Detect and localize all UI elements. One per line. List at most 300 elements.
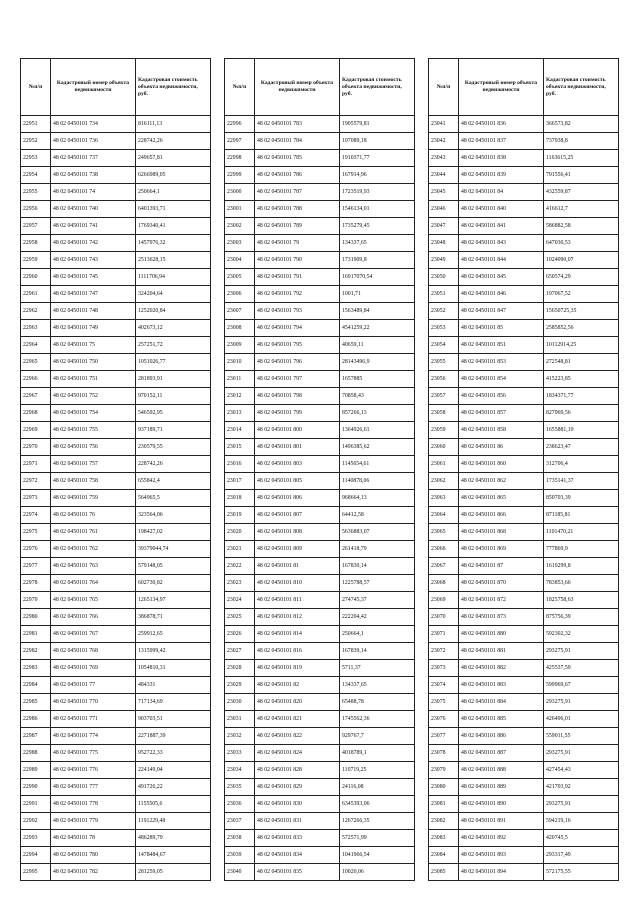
cell-cadastral-number: 48 02 0450101 749 (51, 320, 136, 337)
cell-cadastral-number: 48 02 0450101 840 (459, 201, 544, 218)
cell-cadastral-number: 48 02 0450101 751 (51, 371, 136, 388)
cell-cadastral-cost: 546592,95 (136, 405, 211, 422)
cell-cadastral-number: 48 02 0450101 786 (255, 167, 340, 184)
cell-cadastral-cost: 1825758,63 (544, 592, 619, 609)
cell-cadastral-number: 48 02 0450101 78 (51, 830, 136, 847)
cell-num: 22998 (225, 150, 255, 167)
cell-cadastral-number: 48 02 0450101 777 (51, 779, 136, 796)
cell-cadastral-cost: 579148,05 (136, 558, 211, 575)
cell-num: 22987 (21, 728, 51, 745)
cell-cadastral-cost: 198427,02 (136, 524, 211, 541)
table-row (225, 507, 415, 524)
cell-cadastral-cost: 484331 (136, 677, 211, 694)
cell-cadastral-cost: 134337,65 (340, 235, 415, 252)
cell-cadastral-cost: 1191229,48 (136, 813, 211, 830)
cell-cadastral-cost: 323564,06 (136, 507, 211, 524)
cell-cadastral-cost: 1478484,67 (136, 847, 211, 864)
cell-num: 22993 (21, 830, 51, 847)
cell-cadastral-number: 48 02 0450101 843 (459, 235, 544, 252)
cell-num: 22970 (21, 439, 51, 456)
cell-cadastral-cost: 717134,69 (136, 694, 211, 711)
cell-cadastral-number: 48 02 0450101 783 (255, 116, 340, 133)
cell-num: 23053 (429, 320, 459, 337)
table-row (225, 847, 415, 864)
cell-cadastral-cost: 486289,79 (136, 830, 211, 847)
cell-num: 23075 (429, 694, 459, 711)
cell-cadastral-cost: 1735141,37 (544, 473, 619, 490)
cell-cadastral-cost: 1054810,31 (136, 660, 211, 677)
cell-cadastral-cost: 816111,13 (136, 116, 211, 133)
cell-cadastral-cost: 647030,53 (544, 235, 619, 252)
cell-cadastral-cost: 1111706,94 (136, 269, 211, 286)
cell-cadastral-number: 48 02 0450101 811 (255, 592, 340, 609)
cell-num: 22968 (21, 405, 51, 422)
cell-num: 23041 (429, 116, 459, 133)
cell-cadastral-cost: 40659,11 (340, 337, 415, 354)
table-row (225, 167, 415, 184)
table-row (21, 184, 211, 201)
table-header-row (429, 59, 619, 116)
cell-num: 23020 (225, 524, 255, 541)
cell-cadastral-cost: 1140878,06 (340, 473, 415, 490)
cell-cadastral-number: 48 02 0450101 865 (459, 490, 544, 507)
cell-cadastral-cost: 1265134,97 (136, 592, 211, 609)
cell-cadastral-number: 48 02 0450101 820 (255, 694, 340, 711)
cell-cadastral-number: 48 02 0450101 847 (459, 303, 544, 320)
table-row (429, 745, 619, 762)
cell-num: 23079 (429, 762, 459, 779)
cell-num: 23019 (225, 507, 255, 524)
cell-cadastral-number: 48 02 0450101 854 (459, 371, 544, 388)
cell-cadastral-cost: 1267266,35 (340, 813, 415, 830)
header-num: №п/п (429, 59, 459, 116)
cell-cadastral-cost: 491726,22 (136, 779, 211, 796)
cell-cadastral-cost: 415223,85 (544, 371, 619, 388)
cell-cadastral-number: 48 02 0450101 868 (459, 524, 544, 541)
cell-cadastral-number: 48 02 0450101 807 (255, 507, 340, 524)
cell-num: 22954 (21, 167, 51, 184)
table-row (225, 626, 415, 643)
table-row (225, 150, 415, 167)
cell-cadastral-cost: 259912,65 (136, 626, 211, 643)
table-row (429, 320, 619, 337)
header-cadastral-cost: Кадастровая стоимость объекта недвижимости, руб. (544, 59, 619, 116)
cell-num: 22983 (21, 660, 51, 677)
table-row (429, 388, 619, 405)
table-row (429, 405, 619, 422)
cell-cadastral-number: 48 02 0450101 829 (255, 779, 340, 796)
cell-cadastral-cost: 1655881,19 (544, 422, 619, 439)
cell-num: 23063 (429, 490, 459, 507)
cell-cadastral-number: 48 02 0450101 853 (459, 354, 544, 371)
cell-num: 23045 (429, 184, 459, 201)
cell-cadastral-cost: 599969,67 (544, 677, 619, 694)
cell-cadastral-number: 48 02 0450101 770 (51, 694, 136, 711)
table-row (21, 813, 211, 830)
cell-cadastral-cost: 65488,78 (340, 694, 415, 711)
cell-cadastral-cost: 293275,91 (544, 796, 619, 813)
cell-cadastral-cost: 1735279,45 (340, 218, 415, 235)
cell-num: 23008 (225, 320, 255, 337)
cell-cadastral-number: 48 02 0450101 782 (51, 864, 136, 881)
cell-cadastral-cost: 929767,7 (340, 728, 415, 745)
cell-num: 23070 (429, 609, 459, 626)
table-row (225, 711, 415, 728)
table-row (21, 677, 211, 694)
table-row (429, 337, 619, 354)
table-row (21, 558, 211, 575)
cell-cadastral-cost: 293275,91 (544, 745, 619, 762)
cell-cadastral-number: 48 02 0450101 866 (459, 507, 544, 524)
cell-cadastral-cost: 2585852,56 (544, 320, 619, 337)
cell-num: 23022 (225, 558, 255, 575)
table-row (21, 286, 211, 303)
cell-cadastral-cost: 564965,5 (136, 490, 211, 507)
cell-cadastral-number: 48 02 0450101 79 (255, 235, 340, 252)
cell-cadastral-number: 48 02 0450101 872 (459, 592, 544, 609)
cell-cadastral-number: 48 02 0450101 860 (459, 456, 544, 473)
cell-cadastral-number: 48 02 0450101 886 (459, 728, 544, 745)
cell-cadastral-cost: 427454,43 (544, 762, 619, 779)
cell-cadastral-number: 48 02 0450101 790 (255, 252, 340, 269)
cell-num: 23078 (429, 745, 459, 762)
cell-num: 23014 (225, 422, 255, 439)
cell-cadastral-number: 48 02 0450101 748 (51, 303, 136, 320)
cell-cadastral-cost: 24116,08 (340, 779, 415, 796)
cell-cadastral-number: 48 02 0450101 889 (459, 779, 544, 796)
cell-cadastral-cost: 1163615,25 (544, 150, 619, 167)
cell-cadastral-cost: 875756,39 (544, 609, 619, 626)
cell-num: 23072 (429, 643, 459, 660)
cell-cadastral-number: 48 02 0450101 82 (255, 677, 340, 694)
cell-cadastral-cost: 850703,39 (544, 490, 619, 507)
cell-cadastral-number: 48 02 0450101 74 (51, 184, 136, 201)
table-row (429, 218, 619, 235)
cell-num: 23035 (225, 779, 255, 796)
table-row (225, 524, 415, 541)
cell-num: 23069 (429, 592, 459, 609)
cell-cadastral-number: 48 02 0450101 754 (51, 405, 136, 422)
cell-cadastral-number: 48 02 0450101 736 (51, 133, 136, 150)
cell-cadastral-number: 48 02 0450101 792 (255, 286, 340, 303)
table-row (225, 422, 415, 439)
table-row (429, 524, 619, 541)
cell-num: 23023 (225, 575, 255, 592)
cell-cadastral-number: 48 02 0450101 805 (255, 473, 340, 490)
table-row (429, 184, 619, 201)
table-row (225, 558, 415, 575)
cell-cadastral-cost: 1563489,84 (340, 303, 415, 320)
cell-num: 22996 (225, 116, 255, 133)
table-row (225, 575, 415, 592)
cell-cadastral-cost: 6345393,06 (340, 796, 415, 813)
cell-num: 22990 (21, 779, 51, 796)
cell-cadastral-cost: 6401393,71 (136, 201, 211, 218)
table-row (21, 711, 211, 728)
cell-cadastral-cost: 110719,25 (340, 762, 415, 779)
cell-num: 22988 (21, 745, 51, 762)
table-row (225, 235, 415, 252)
cell-num: 23040 (225, 864, 255, 881)
cell-cadastral-cost: 6266989,05 (136, 167, 211, 184)
table-row (225, 541, 415, 558)
cell-num: 22980 (21, 609, 51, 626)
cell-cadastral-cost: 602730,82 (136, 575, 211, 592)
cell-num: 23081 (429, 796, 459, 813)
table-row (21, 133, 211, 150)
cell-cadastral-number: 48 02 0450101 810 (255, 575, 340, 592)
cell-num: 23074 (429, 677, 459, 694)
cell-cadastral-cost: 402673,12 (136, 320, 211, 337)
table-row (21, 541, 211, 558)
table-row (21, 745, 211, 762)
cell-cadastral-cost: 572571,99 (340, 830, 415, 847)
cell-cadastral-number: 48 02 0450101 755 (51, 422, 136, 439)
cell-cadastral-number: 48 02 0450101 873 (459, 609, 544, 626)
table-row (225, 133, 415, 150)
cell-cadastral-cost: 28143496,9 (340, 354, 415, 371)
cell-cadastral-cost: 64412,58 (340, 507, 415, 524)
cell-num: 23030 (225, 694, 255, 711)
cell-cadastral-number: 48 02 0450101 821 (255, 711, 340, 728)
table-row (21, 864, 211, 881)
cell-cadastral-cost: 1769340,41 (136, 218, 211, 235)
cell-cadastral-cost: 2513628,15 (136, 252, 211, 269)
cell-cadastral-number: 48 02 0450101 831 (255, 813, 340, 830)
cell-num: 22966 (21, 371, 51, 388)
cell-num: 23028 (225, 660, 255, 677)
cell-num: 23012 (225, 388, 255, 405)
cell-cadastral-number: 48 02 0450101 759 (51, 490, 136, 507)
cell-cadastral-number: 48 02 0450101 883 (459, 677, 544, 694)
cell-num: 23085 (429, 864, 459, 881)
table-row (225, 320, 415, 337)
table-row (21, 235, 211, 252)
cell-cadastral-number: 48 02 0450101 845 (459, 269, 544, 286)
cell-cadastral-number: 48 02 0450101 775 (51, 745, 136, 762)
cell-cadastral-cost: 1457976,32 (136, 235, 211, 252)
cell-num: 23048 (429, 235, 459, 252)
cell-cadastral-number: 48 02 0450101 856 (459, 388, 544, 405)
cell-num: 23067 (429, 558, 459, 575)
table-row (225, 337, 415, 354)
table-header-row (21, 59, 211, 116)
table-row (21, 779, 211, 796)
cell-cadastral-cost: 968664,13 (340, 490, 415, 507)
cell-cadastral-cost: 4541259,22 (340, 320, 415, 337)
cell-cadastral-cost: 1252020,84 (136, 303, 211, 320)
cell-cadastral-cost: 1225788,57 (340, 575, 415, 592)
cell-cadastral-cost: 937189,71 (136, 422, 211, 439)
cell-cadastral-cost: 420745,5 (544, 830, 619, 847)
cell-num: 23056 (429, 371, 459, 388)
cell-num: 23082 (429, 813, 459, 830)
cell-cadastral-number: 48 02 0450101 742 (51, 235, 136, 252)
cell-cadastral-cost: 249657,81 (136, 150, 211, 167)
table-row (225, 286, 415, 303)
table-row (429, 269, 619, 286)
table-row (429, 490, 619, 507)
table-row (429, 303, 619, 320)
cell-cadastral-cost: 1315999,42 (136, 643, 211, 660)
cell-cadastral-cost: 827969,56 (544, 405, 619, 422)
cell-cadastral-number: 48 02 0450101 796 (255, 354, 340, 371)
table-row (429, 422, 619, 439)
table-row (429, 711, 619, 728)
cell-cadastral-number: 48 02 0450101 797 (255, 371, 340, 388)
cell-cadastral-cost: 426496,01 (544, 711, 619, 728)
cell-cadastral-number: 48 02 0450101 834 (255, 847, 340, 864)
cell-num: 23044 (429, 167, 459, 184)
cell-cadastral-number: 48 02 0450101 763 (51, 558, 136, 575)
cell-num: 22981 (21, 626, 51, 643)
cell-cadastral-cost: 777869,9 (544, 541, 619, 558)
cell-num: 22999 (225, 167, 255, 184)
cell-cadastral-number: 48 02 0450101 799 (255, 405, 340, 422)
cell-cadastral-cost: 167914,96 (340, 167, 415, 184)
table-row (225, 371, 415, 388)
cell-num: 23068 (429, 575, 459, 592)
cell-cadastral-number: 48 02 0450101 870 (459, 575, 544, 592)
table-row (21, 354, 211, 371)
table-row (429, 847, 619, 864)
cell-num: 23077 (429, 728, 459, 745)
cell-num: 22969 (21, 422, 51, 439)
cell-cadastral-number: 48 02 0450101 869 (459, 541, 544, 558)
cell-num: 23052 (429, 303, 459, 320)
cell-num: 22965 (21, 354, 51, 371)
cell-num: 23018 (225, 490, 255, 507)
cell-cadastral-number: 48 02 0450101 750 (51, 354, 136, 371)
cell-cadastral-cost: 228742,26 (136, 133, 211, 150)
cell-num: 23039 (225, 847, 255, 864)
cell-num: 23064 (429, 507, 459, 524)
table-row (429, 252, 619, 269)
cell-cadastral-cost: 952722,33 (136, 745, 211, 762)
cell-cadastral-cost: 572175,55 (544, 864, 619, 881)
table-row (225, 728, 415, 745)
cell-num: 22960 (21, 269, 51, 286)
table-row (21, 456, 211, 473)
cell-num: 23025 (225, 609, 255, 626)
cell-cadastral-cost: 1051026,77 (136, 354, 211, 371)
cell-num: 22961 (21, 286, 51, 303)
cell-num: 22991 (21, 796, 51, 813)
cell-cadastral-cost: 1145654,61 (340, 456, 415, 473)
table-row (225, 473, 415, 490)
cell-cadastral-cost: 324204,64 (136, 286, 211, 303)
header-cadastral-number: Кадастровый номер объекта недвижимости (255, 59, 340, 116)
cell-cadastral-number: 48 02 0450101 836 (459, 116, 544, 133)
table-row (21, 762, 211, 779)
table-row (429, 167, 619, 184)
cell-cadastral-cost: 1364926,61 (340, 422, 415, 439)
cell-num: 23046 (429, 201, 459, 218)
cell-cadastral-number: 48 02 0450101 809 (255, 541, 340, 558)
cell-cadastral-cost: 857266,13 (340, 405, 415, 422)
table-row (429, 813, 619, 830)
cell-num: 22978 (21, 575, 51, 592)
cell-cadastral-cost: 10112914,25 (544, 337, 619, 354)
table-row (21, 592, 211, 609)
cell-cadastral-number: 48 02 0450101 779 (51, 813, 136, 830)
cell-cadastral-cost: 1041966,54 (340, 847, 415, 864)
cell-cadastral-cost: 16917070,54 (340, 269, 415, 286)
cell-cadastral-cost: 1619299,8 (544, 558, 619, 575)
header-cadastral-cost: Кадастровая стоимость объекта недвижимости, руб. (136, 59, 211, 116)
cell-num: 23015 (225, 439, 255, 456)
table-row (429, 626, 619, 643)
table-row (21, 830, 211, 847)
cell-cadastral-cost: 1910371,77 (340, 150, 415, 167)
table-row (21, 507, 211, 524)
table-row (225, 490, 415, 507)
cell-cadastral-cost: 1001,71 (340, 286, 415, 303)
cell-cadastral-cost: 293317,49 (544, 847, 619, 864)
cell-cadastral-number: 48 02 0450101 734 (51, 116, 136, 133)
cell-cadastral-number: 48 02 0450101 769 (51, 660, 136, 677)
table-row (225, 609, 415, 626)
table-row (21, 473, 211, 490)
cell-num: 23027 (225, 643, 255, 660)
table-row (225, 439, 415, 456)
table-row (21, 303, 211, 320)
cell-cadastral-number: 48 02 0450101 761 (51, 524, 136, 541)
cell-cadastral-number: 48 02 0450101 803 (255, 456, 340, 473)
table-row (429, 660, 619, 677)
cell-cadastral-cost: 1024090,07 (544, 252, 619, 269)
cell-num: 22977 (21, 558, 51, 575)
cell-cadastral-number: 48 02 0450101 887 (459, 745, 544, 762)
table-row (21, 116, 211, 133)
table-row (21, 660, 211, 677)
cell-cadastral-cost: 421703,92 (544, 779, 619, 796)
table-row (21, 490, 211, 507)
cell-cadastral-number: 48 02 0450101 880 (459, 626, 544, 643)
cell-cadastral-number: 48 02 0450101 784 (255, 133, 340, 150)
cell-num: 23071 (429, 626, 459, 643)
cell-cadastral-cost: 1657885 (340, 371, 415, 388)
table-row (429, 201, 619, 218)
cell-num: 22994 (21, 847, 51, 864)
cell-cadastral-number: 48 02 0450101 828 (255, 762, 340, 779)
table-row (429, 575, 619, 592)
header-num: №п/п (225, 59, 255, 116)
cell-num: 23011 (225, 371, 255, 388)
cell-cadastral-cost: 134337,65 (340, 677, 415, 694)
cell-num: 23058 (429, 405, 459, 422)
cell-num: 23021 (225, 541, 255, 558)
table-row (429, 830, 619, 847)
cell-cadastral-number: 48 02 0450101 76 (51, 507, 136, 524)
cell-num: 22958 (21, 235, 51, 252)
table-row (429, 473, 619, 490)
cell-cadastral-number: 48 02 0450101 741 (51, 218, 136, 235)
cell-cadastral-cost: 5711,37 (340, 660, 415, 677)
cell-num: 23031 (225, 711, 255, 728)
table-row (225, 184, 415, 201)
cell-cadastral-cost: 224149,04 (136, 762, 211, 779)
cell-num: 23001 (225, 201, 255, 218)
cell-num: 23047 (429, 218, 459, 235)
table-row (21, 218, 211, 235)
table-row (21, 201, 211, 218)
cell-cadastral-cost: 386878,71 (136, 609, 211, 626)
cell-cadastral-cost: 39379044,74 (136, 541, 211, 558)
cell-cadastral-number: 48 02 0450101 780 (51, 847, 136, 864)
cell-num: 22971 (21, 456, 51, 473)
cell-cadastral-cost: 970152,11 (136, 388, 211, 405)
